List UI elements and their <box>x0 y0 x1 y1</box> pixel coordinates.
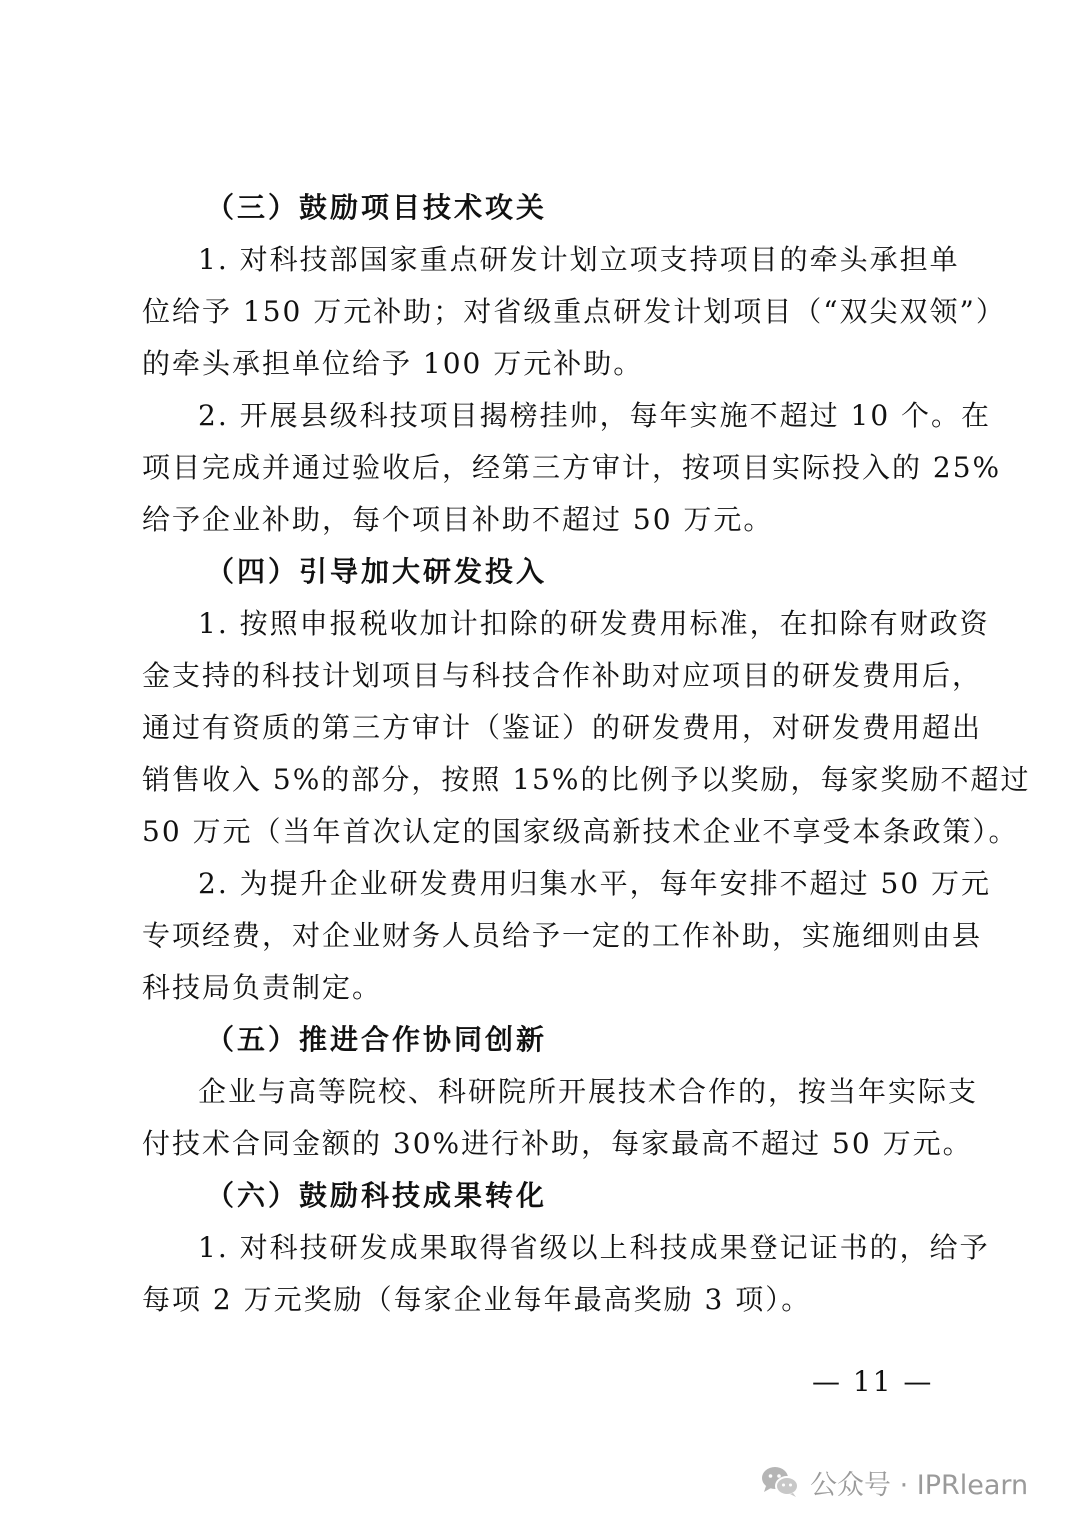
section-heading-6: （六）鼓励科技成果转化 <box>206 1179 548 1212</box>
paragraph-line: 给予企业补助，每个项目补助不超过 50 万元。 <box>142 503 774 536</box>
paragraph-line: 1. 按照申报税收加计扣除的研发费用标准，在扣除有财政资 <box>198 607 990 640</box>
paragraph-line: 专项经费，对企业财务人员给予一定的工作补助，实施细则由县 <box>142 919 983 952</box>
watermark <box>760 1460 1028 1504</box>
paragraph-line: 通过有资质的第三方审计（鉴证）的研发费用，对研发费用超出 <box>142 711 983 744</box>
paragraph-line: 金支持的科技计划项目与科技合作补助对应项目的研发费用后， <box>142 659 983 692</box>
paragraph-line: 销售收入 5%的部分，按照 15%的比例予以奖励，每家奖励不超过 <box>142 763 1031 796</box>
paragraph-line: 位给予 150 万元补助；对省级重点研发计划项目（“双尖双领”） <box>142 295 1006 328</box>
paragraph-line: 2. 开展县级科技项目揭榜挂帅，每年实施不超过 10 个。在 <box>198 399 992 432</box>
paragraph-line: 企业与高等院校、科研院所开展技术合作的，按当年实际支 <box>198 1075 979 1108</box>
paragraph-line: 的牵头承担单位给予 100 万元补助。 <box>142 347 644 380</box>
paragraph-line: 每项 2 万元奖励（每家企业每年最高奖励 3 项）。 <box>142 1283 812 1316</box>
watermark-text: 公众号 · IPRlearn <box>810 1469 1029 1501</box>
paragraph-line: 项目完成并通过验收后，经第三方审计，按项目实际投入的 25% <box>142 451 1002 484</box>
paragraph-line: 付技术合同金额的 30%进行补助，每家最高不超过 50 万元。 <box>142 1127 973 1160</box>
paragraph-line: 1. 对科技部国家重点研发计划立项支持项目的牵头承担单 <box>198 243 960 276</box>
paragraph-line: 1. 对科技研发成果取得省级以上科技成果登记证书的，给予 <box>198 1231 990 1264</box>
wechat-icon <box>760 1465 800 1499</box>
section-heading-4: （四）引导加大研发投入 <box>206 555 548 588</box>
paragraph-line: 科技局负责制定。 <box>142 971 383 1004</box>
section-heading-3: （三）鼓励项目技术攻关 <box>206 191 548 224</box>
section-heading-5: （五）推进合作协同创新 <box>206 1023 548 1056</box>
page-number: — 11 — <box>812 1365 934 1398</box>
paragraph-line: 2. 为提升企业研发费用归集水平，每年安排不超过 50 万元 <box>198 867 992 900</box>
paragraph-line: 50 万元（当年首次认定的国家级高新技术企业不享受本条政策）。 <box>142 815 1019 848</box>
document-body <box>142 182 1031 1326</box>
